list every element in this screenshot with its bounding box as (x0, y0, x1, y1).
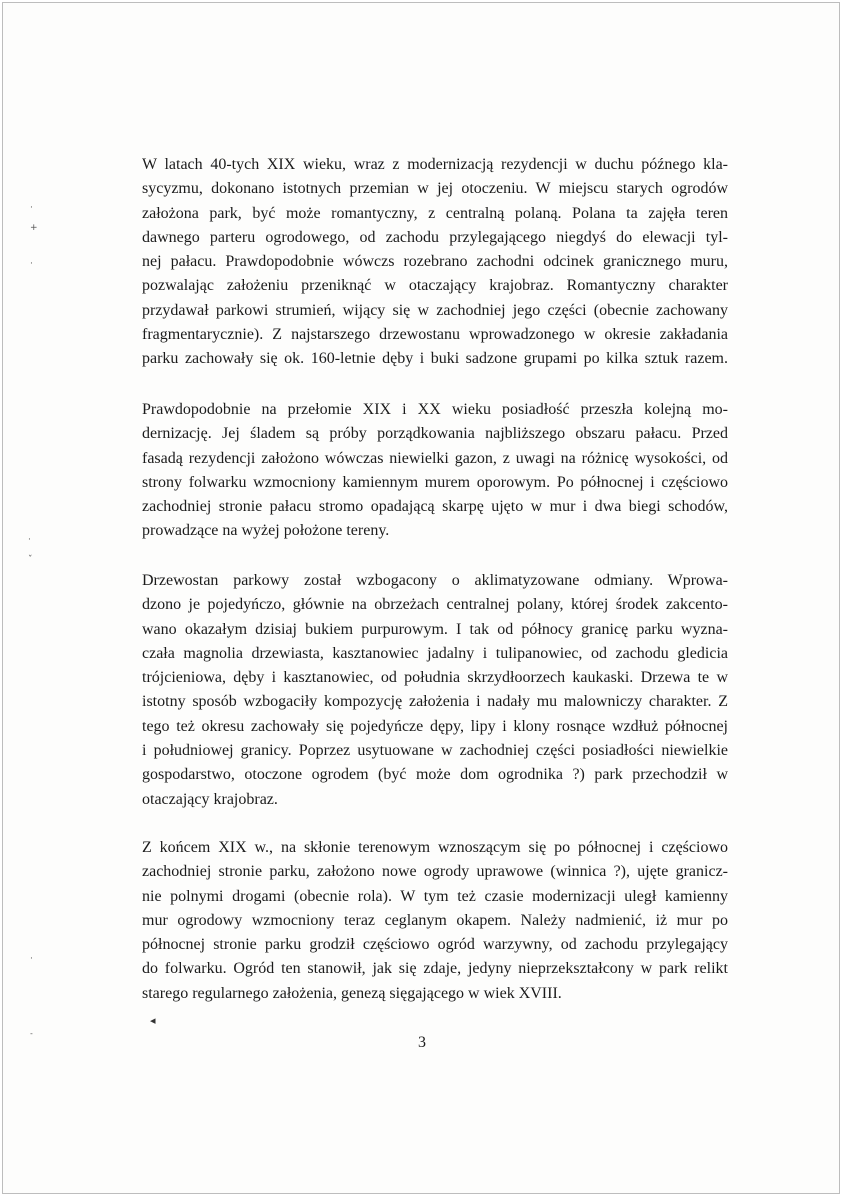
paragraph-line: trójcieniowa, dęby i kasztanowiec, od południa skrzydłoorzech kaukaski. Drzewa te w (142, 669, 728, 687)
paragraph-line: gospodarstwo, otoczone ogrodem (być może dom ogrodnika ?) park przechodził w (142, 766, 728, 784)
paragraph-line: pozwalając założeniu przeniknąć w otaczający krajobraz. Romantyczny charakter (142, 277, 728, 295)
paragraph-2 (142, 398, 728, 544)
paragraph-line: sycyzmu, dokonano istotnych przemian w jej otoczeniu. W miejscu starych ogrodów (142, 180, 728, 198)
paragraph-line: zachodniej stronie pałacu stromo opadającą skarpę ujęto w mur i dwa biegi schodów, (142, 498, 728, 516)
paragraph-3 (142, 569, 728, 812)
scan-speck: · (30, 203, 33, 213)
paragraph-line: W latach 40-tych XIX wieku, wraz z modernizacją rezydencji w duchu późnego kla- (142, 156, 728, 173)
paragraph-line: parku zachowały się ok. 160-letnie dęby i buki sadzone grupami po kilka sztuk razem. (142, 350, 728, 368)
scan-speck: · (28, 535, 31, 545)
paragraph-line: północnej stronie parku grodził częściowo ogród warzywny, od zachodu przylegający (142, 936, 728, 954)
paragraph-line: zachodniej stronie parku, założono nowe ogrody uprawowe (winnica ?), ujęte granicz- (142, 863, 728, 881)
scan-speck: + (30, 223, 38, 233)
scan-speck: · (30, 954, 33, 964)
paragraph-line: do folwarku. Ogród ten stanowił, jak się zdaje, jedyny nieprzekształcony w park relikt (142, 960, 728, 978)
scan-speck: ˇ (28, 555, 33, 565)
paragraph-line: mur ogrodowy wzmocniony teraz ceglanym okapem. Należy nadmienić, iż mur po (142, 911, 728, 929)
paragraph-line: przydawał parkowi strumień, wijący się w zachodniej jego części (obecnie zachowany (142, 301, 728, 319)
paragraph-4 (142, 836, 728, 1006)
scan-speck: ˗ (30, 1029, 33, 1039)
paragraph-line: fragmentarycznie). Z najstarszego drzewostanu wprowadzonego w okresie zakładania (142, 326, 728, 344)
paragraph-line: wano okazałym dzisiaj bukiem purpurowym. I tak od północy granicę parku wyzna- (142, 620, 728, 638)
paragraph-line: założona park, być może romantyczny, z centralną polaną. Polana ta zajęła teren (142, 204, 728, 222)
page-number: 3 (418, 1034, 426, 1051)
paragraph-line: dernizację. Jej śladem są próby porządkowania najbliższego obszaru pałacu. Przed (142, 425, 728, 443)
paragraph-1 (142, 153, 728, 372)
scan-speck: · (30, 259, 33, 269)
paragraph-line: dzono je pojedyńczo, głównie na obrzeżach centralnej polany, której środek zakcento- (142, 596, 728, 614)
paragraph-line: prowadzące na wyżej położone tereny. (142, 522, 390, 540)
paragraph-line: czała magnolia drzewiasta, kasztanowiec jadalny i tulipanowiec, od zachodu gledicia (142, 644, 728, 662)
paragraph-line: nej pałacu. Prawdopodobnie wówczs rozebrano zachodni odcinek granicznego muru, (142, 253, 728, 271)
paragraph-line: Prawdopodobnie na przełomie XIX i XX wieku posiadłość przeszła kolejną mo- (142, 401, 728, 418)
paragraph-line: Drzewostan parkowy został wzbogacony o aklimatyzowane odmiany. Wprowa- (142, 572, 728, 589)
paragraph-line: fasadą rezydencji założono wówczas niewielki gazon, z uwagi na różnicę wysokości, od (142, 449, 728, 467)
paragraph-line: istotny sposób wzbogaciły kompozycję założenia i nadały mu malowniczy charakter. Z (142, 693, 728, 711)
paragraph-line: i południowej granicy. Poprzez usytuowane w zachodniej części posiadłości niewielkie (142, 742, 728, 760)
paragraph-line: starego regularnego założenia, genezą sięgającego w wiek XVIII. (142, 984, 562, 1002)
paragraph-line: tego też okresu zachowały się pojedyńcze dępy, lipy i klony rosnące wzdłuż północnej (142, 717, 728, 735)
paragraph-line: dawnego parteru ogrodowego, od zachodu przylegającego niegdyś do elewacji tyl- (142, 228, 728, 246)
paragraph-line: otaczający krajobraz. (142, 790, 278, 808)
paragraph-line: Z końcem XIX w., na skłonie terenowym wznoszącym się po północnej i częściowo (142, 839, 728, 856)
scan-speck: ◂ (150, 1014, 156, 1027)
paragraph-line: strony folwarku wzmocniony kamiennym murem oporowym. Po północnej i częściowo (142, 473, 728, 491)
paragraph-line: nie polnymi drogami (obecnie rola). W tym też czasie modernizacji uległ kamienny (142, 887, 728, 905)
